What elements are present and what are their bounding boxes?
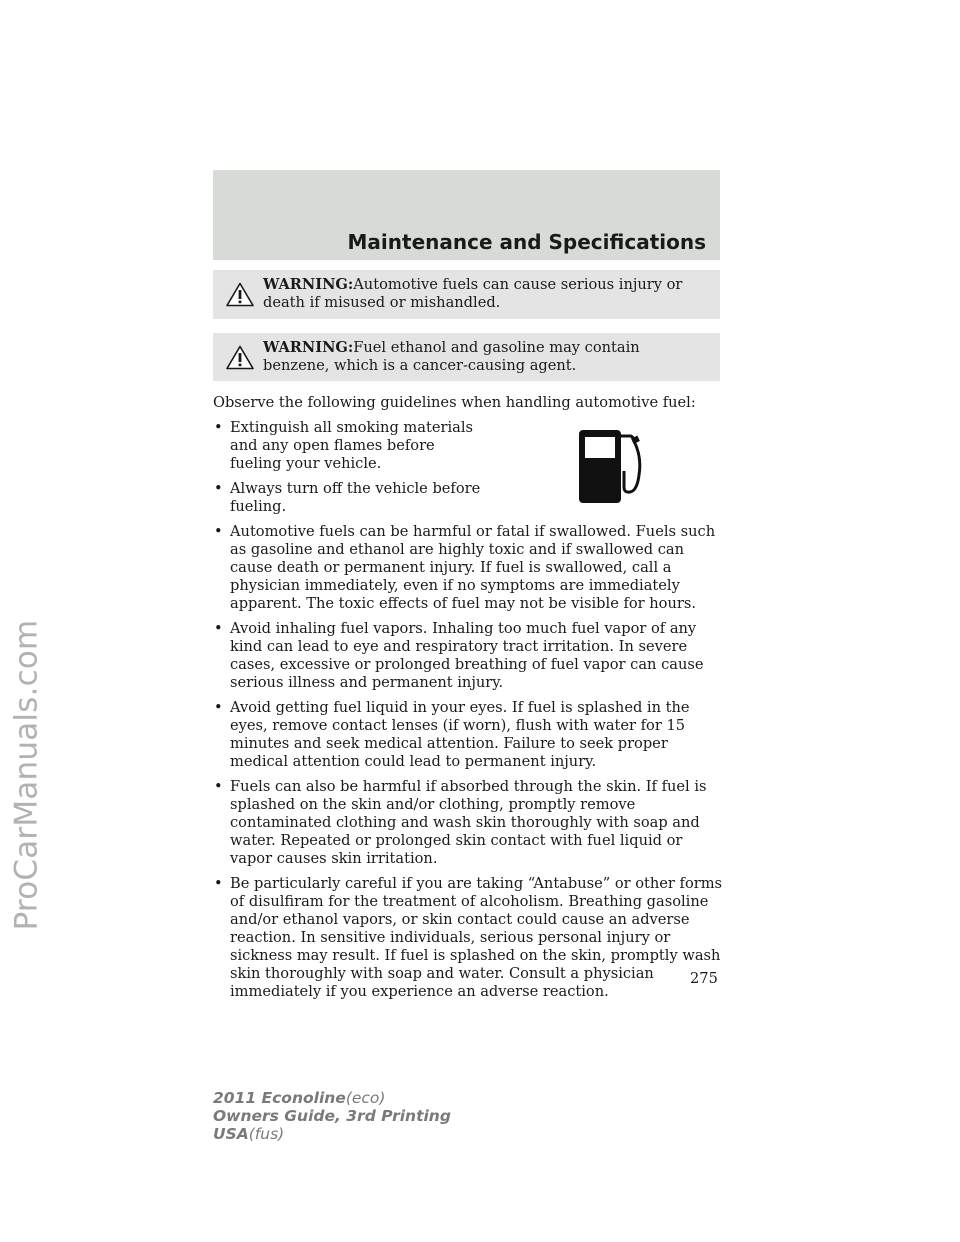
list-item: • Fuels can also be harmful if absorbed through the skin. If fuel is splashed on the skin and/or clothing, promptly remove contaminated clothing and wash skin thoroughly with soap and water. Repeated or prolonged skin contact with fuel liquid or vapor causes skin irritation. (213, 778, 725, 868)
warning-text: Fuel ethanol and gasoline may contain benzene, which is a cancer-causing agent. (263, 339, 640, 374)
footer-model-code: (eco) (345, 1089, 386, 1107)
list-item: • Be particularly careful if you are taking “Antabuse” or other forms of disulfiram for the treatment of alcoholism. Breathing gasoline and/or ethanol vapors, or skin contact could cause an adverse reaction. In sensitive individuals, serious personal injury or sickness may result. If fuel is splashed on the skin, promptly wash skin thoroughly with soap and water. Consult a physician immediately if you experience an adverse reaction. (213, 875, 725, 1001)
section-header (213, 170, 720, 260)
warning-label: WARNING: (263, 339, 354, 356)
watermark (4, 325, 48, 1225)
warning-triangle-icon (226, 345, 254, 370)
warning-label: WARNING: (263, 276, 354, 293)
list-item: • Always turn off the vehicle before fueling. (213, 480, 485, 516)
list-item: • Avoid inhaling fuel vapors. Inhaling too much fuel vapor of any kind can lead to eye and respiratory tract irritation. In severe cases, excessive or prolonged breathing of fuel vapor can cause serious illness and permanent injury. (213, 620, 725, 692)
warning-triangle-icon (226, 282, 254, 307)
footer-guide: Owners Guide, 3rd Printing (213, 1107, 451, 1125)
section-title: Maintenance and Specifications (347, 230, 706, 254)
watermark-text: ProCarManuals.com (8, 619, 45, 931)
footer-market-code: (fus) (248, 1125, 285, 1143)
list-item: • Extinguish all smoking materials and any open flames before fueling your vehicle. (213, 419, 485, 473)
document-footer (213, 1089, 451, 1143)
page-number: 275 (690, 970, 718, 987)
warning-box-2 (213, 333, 720, 381)
list-item: • Automotive fuels can be harmful or fatal if swallowed. Fuels such as gasoline and ethanol are highly toxic and if swallowed can cause death or permanent injury. If fuel is swallowed, call a physician immediately, even if no symptoms are immediately apparent. The toxic effects of fuel may not be visible for hours. (213, 523, 725, 613)
list-item: • Avoid getting fuel liquid in your eyes. If fuel is splashed in the eyes, remove contact lenses (if worn), flush with water for 15 minutes and seek medical attention. Failure to seek proper medical attention could lead to permanent injury. (213, 699, 725, 771)
intro-text: Observe the following guidelines when handling automotive fuel: (213, 394, 696, 411)
footer-market: USA (213, 1125, 249, 1143)
warning-text: Automotive fuels can cause serious injury or death if misused or mishandled. (263, 276, 683, 311)
footer-model: 2011 Econoline (213, 1089, 346, 1107)
warning-box-1 (213, 270, 720, 319)
guideline-list (213, 419, 725, 1008)
